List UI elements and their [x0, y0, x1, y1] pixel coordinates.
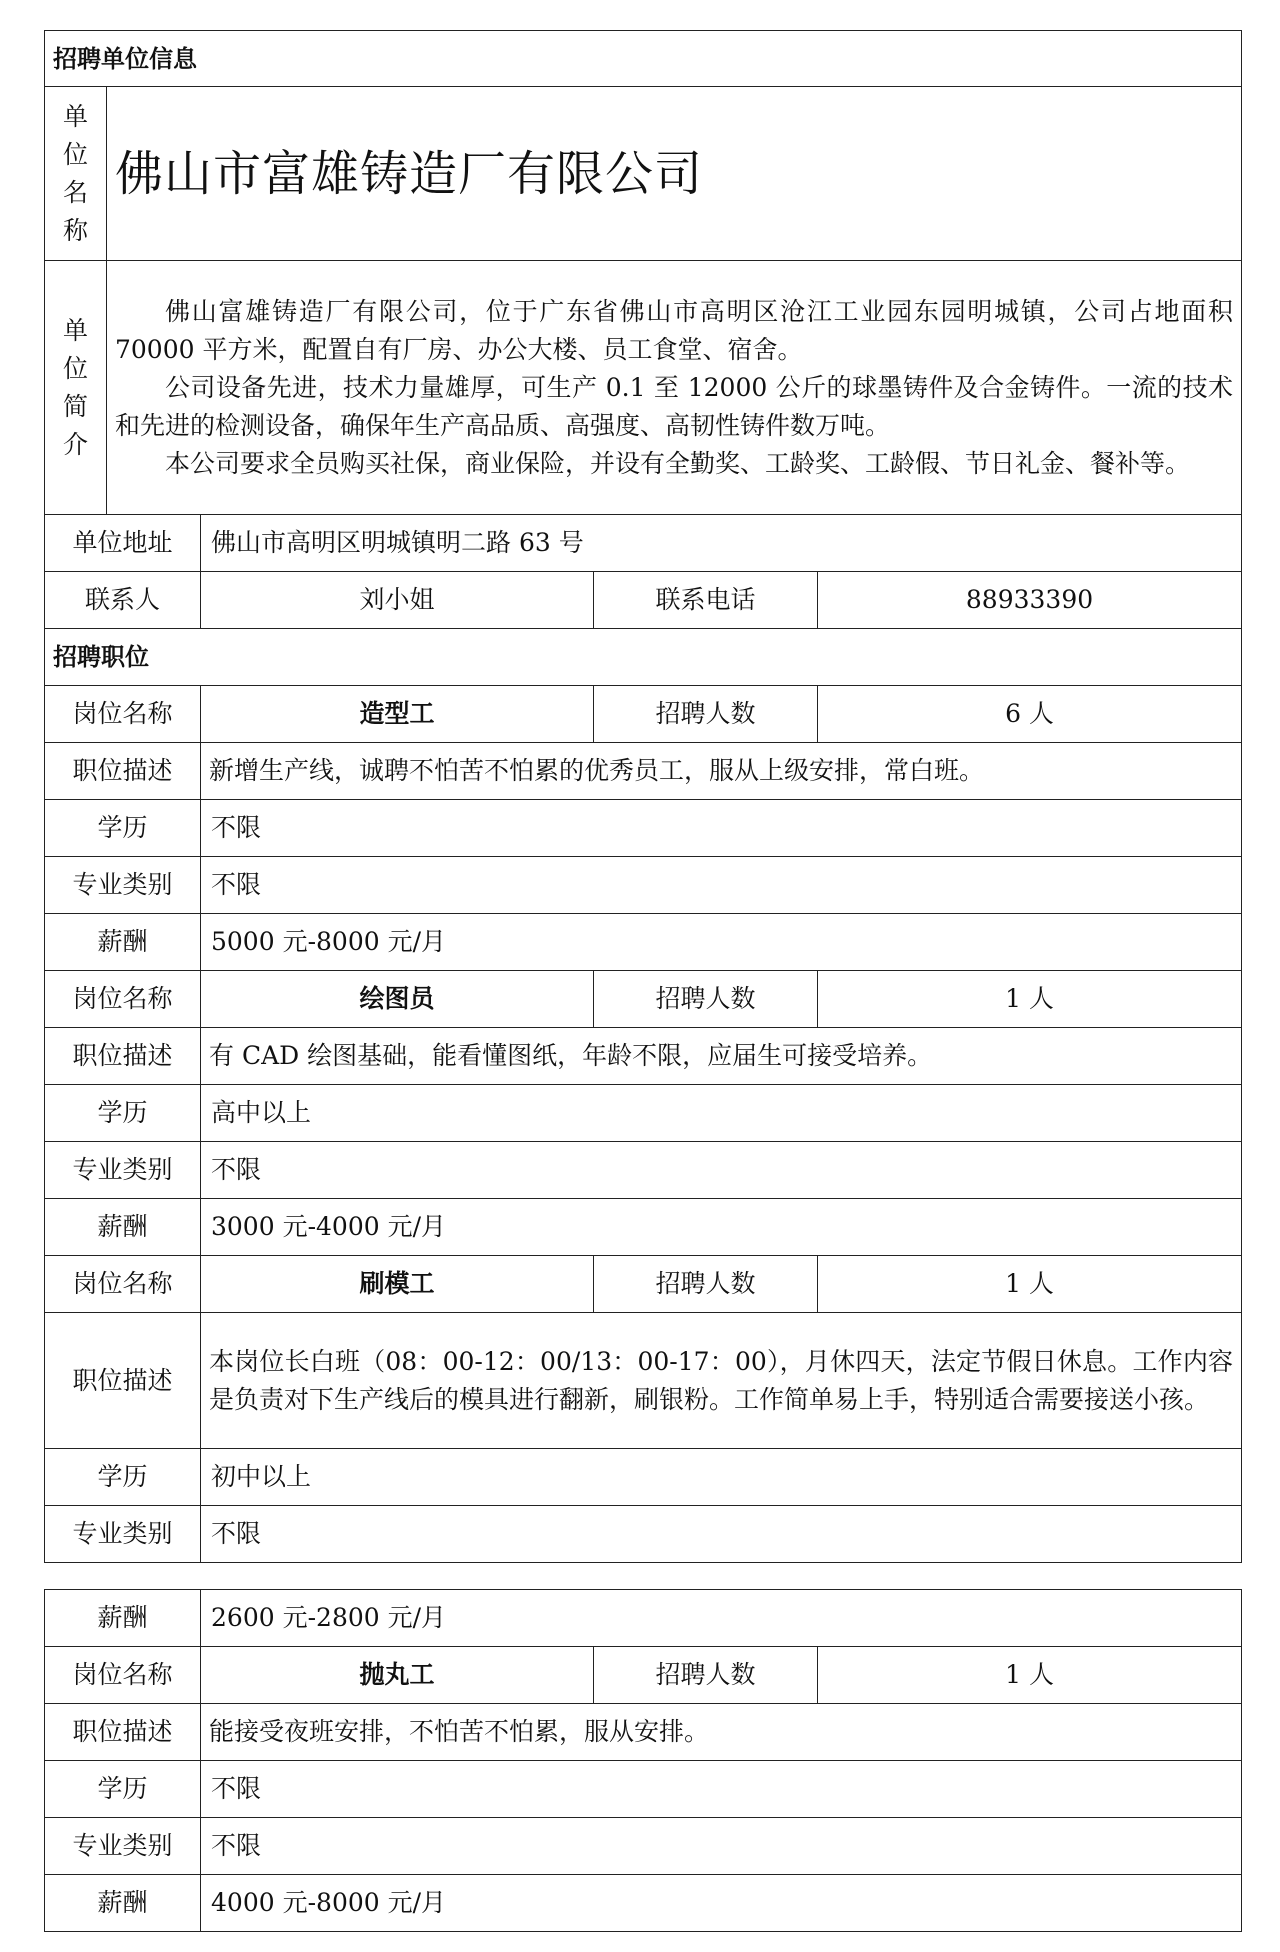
job-count: 1 人	[818, 1647, 1242, 1704]
job-salary: 3000 元-4000 元/月	[201, 1199, 1242, 1256]
job-header-row	[45, 686, 1242, 743]
major-label: 专业类别	[45, 857, 201, 914]
position-label: 岗位名称	[45, 971, 201, 1028]
job-header-row	[45, 971, 1242, 1028]
education-label: 学历	[45, 1085, 201, 1142]
job-education: 高中以上	[201, 1085, 1242, 1142]
job-description: 本岗位长白班（08：00-12：00/13：00-17：00），月休四天，法定节假日休息。工作内容是负责对下生产线后的模具进行翻新，刷银粉。工作简单易上手，特别适合需要接送小孩。	[201, 1313, 1242, 1449]
job-title: 绘图员	[201, 971, 594, 1028]
recruitment-table-continued	[44, 1589, 1242, 1932]
section-company-title: 招聘单位信息	[45, 31, 1242, 87]
job-salary: 5000 元-8000 元/月	[201, 914, 1242, 971]
job-description: 能接受夜班安排，不怕苦不怕累，服从安排。	[201, 1704, 1242, 1761]
education-label: 学历	[45, 1449, 201, 1506]
count-label: 招聘人数	[594, 1647, 818, 1704]
job-major: 不限	[201, 1142, 1242, 1199]
contact-value: 刘小姐	[201, 572, 594, 629]
job-header-row	[45, 1256, 1242, 1313]
salary-label: 薪酬	[45, 1875, 201, 1932]
major-label: 专业类别	[45, 1142, 201, 1199]
count-label: 招聘人数	[594, 1256, 818, 1313]
count-label: 招聘人数	[594, 971, 818, 1028]
job-count: 1 人	[818, 1256, 1242, 1313]
education-label: 学历	[45, 1761, 201, 1818]
job-education: 不限	[201, 800, 1242, 857]
job-description: 有 CAD 绘图基础，能看懂图纸，年龄不限，应届生可接受培养。	[201, 1028, 1242, 1085]
job-description: 新增生产线，诚聘不怕苦不怕累的优秀员工，服从上级安排，常白班。	[201, 743, 1242, 800]
salary-label: 薪酬	[45, 914, 201, 971]
description-label: 职位描述	[45, 1028, 201, 1085]
intro-paragraph: 佛山富雄铸造厂有限公司，位于广东省佛山市高明区沧江工业园东园明城镇，公司占地面积 70000 平方米，配置自有厂房、办公大楼、员工食堂、宿舍。	[115, 296, 1234, 364]
job-count: 1 人	[818, 971, 1242, 1028]
job-title: 造型工	[201, 686, 594, 743]
job-education: 不限	[201, 1761, 1242, 1818]
position-label: 岗位名称	[45, 1256, 201, 1313]
description-label: 职位描述	[45, 1704, 201, 1761]
job-major: 不限	[201, 1818, 1242, 1875]
job-count: 6 人	[818, 686, 1242, 743]
job-salary: 4000 元-8000 元/月	[201, 1875, 1242, 1932]
phone-value: 88933390	[818, 572, 1242, 629]
company-name-label: 单位名称	[45, 87, 107, 261]
company-name: 佛山市富雄铸造厂有限公司	[107, 87, 1242, 261]
contact-label: 联系人	[45, 572, 201, 629]
position-label: 岗位名称	[45, 1647, 201, 1704]
address-value: 佛山市高明区明城镇明二路 63 号	[201, 515, 1242, 572]
section-jobs-title: 招聘职位	[45, 629, 1242, 686]
salary-label: 薪酬	[45, 1590, 201, 1647]
intro-paragraph: 本公司要求全员购买社保，商业保险，并设有全勤奖、工龄奖、工龄假、节日礼金、餐补等。	[165, 448, 1191, 478]
major-label: 专业类别	[45, 1506, 201, 1563]
company-intro-label: 单位简介	[45, 261, 107, 515]
major-label: 专业类别	[45, 1818, 201, 1875]
job-major: 不限	[201, 857, 1242, 914]
education-label: 学历	[45, 800, 201, 857]
job-header-row	[45, 1647, 1242, 1704]
job-title: 刷模工	[201, 1256, 594, 1313]
salary-label: 薪酬	[45, 1199, 201, 1256]
description-label: 职位描述	[45, 1313, 201, 1449]
description-label: 职位描述	[45, 743, 201, 800]
company-intro	[107, 261, 1242, 515]
position-label: 岗位名称	[45, 686, 201, 743]
recruitment-table-main	[44, 30, 1242, 1563]
phone-label: 联系电话	[594, 572, 818, 629]
intro-paragraph: 公司设备先进，技术力量雄厚，可生产 0.1 至 12000 公斤的球墨铸件及合金铸件。一流的技术和先进的检测设备，确保年生产高品质、高强度、高韧性铸件数万吨。	[115, 372, 1234, 440]
job-major: 不限	[201, 1506, 1242, 1563]
count-label: 招聘人数	[594, 686, 818, 743]
job-salary: 2600 元-2800 元/月	[201, 1590, 1242, 1647]
job-title: 抛丸工	[201, 1647, 594, 1704]
address-label: 单位地址	[45, 515, 201, 572]
job-education: 初中以上	[201, 1449, 1242, 1506]
